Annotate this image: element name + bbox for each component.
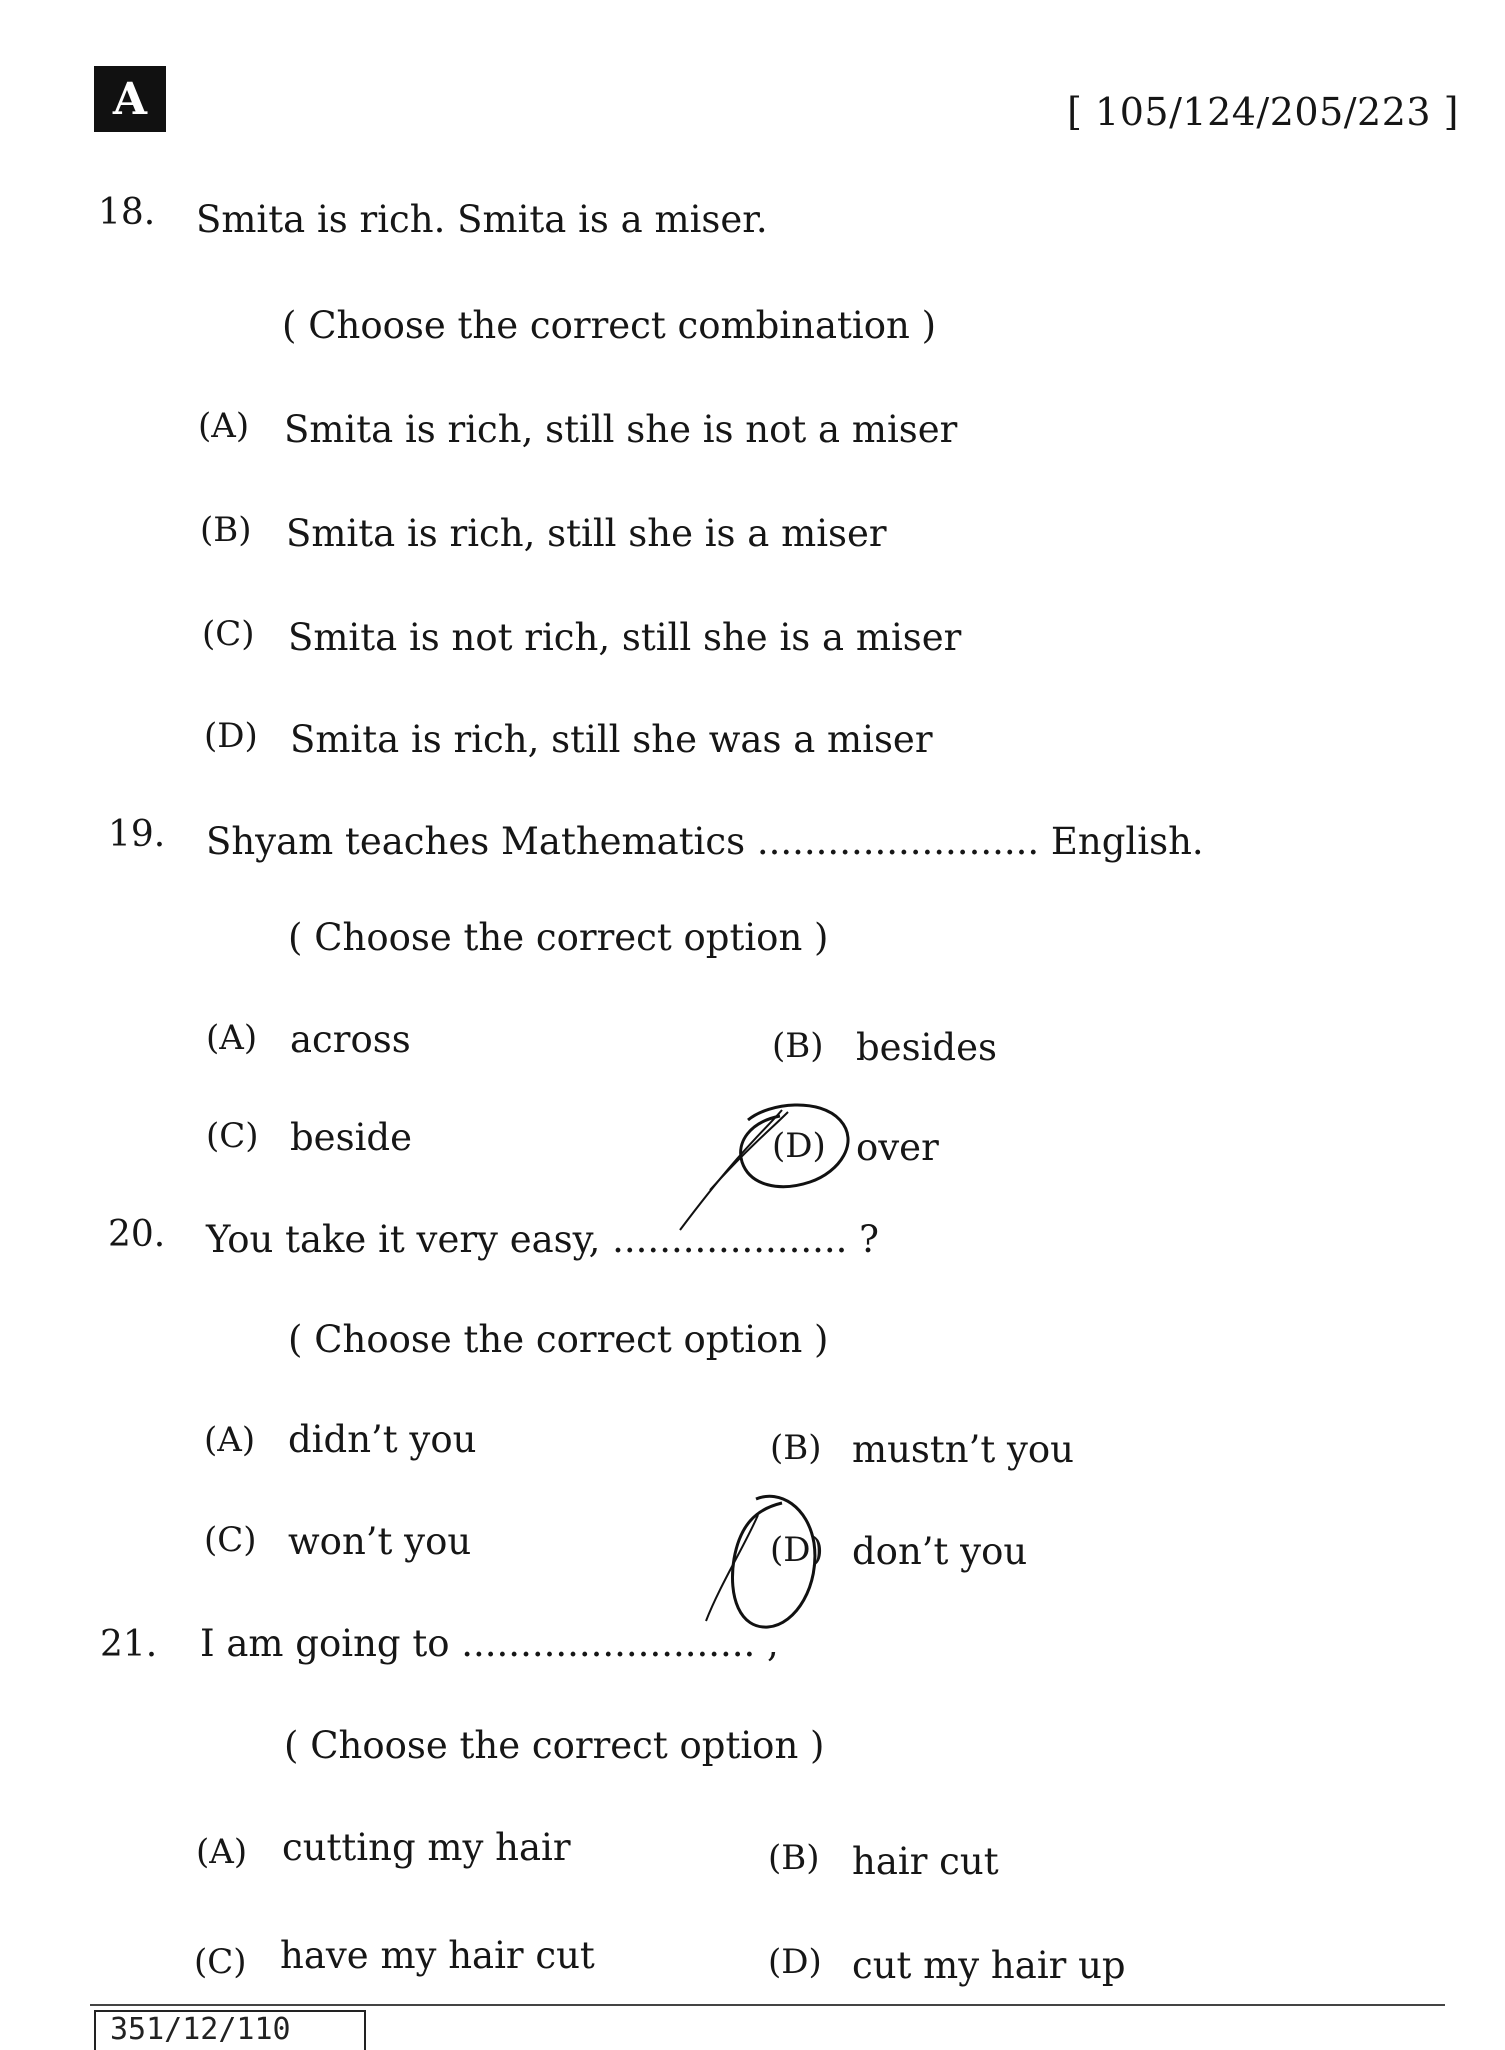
question-number: 18.: [98, 192, 156, 233]
option-letter-d: (D): [772, 1126, 826, 1166]
option-letter-d: (D): [204, 716, 258, 756]
question-number: 20.: [108, 1214, 166, 1255]
option-text-d: Smita is rich, still she was a miser: [290, 718, 933, 761]
option-text-b: hair cut: [852, 1840, 999, 1883]
option-text-a: cutting my hair: [282, 1826, 571, 1869]
option-text-b: mustn’t you: [852, 1428, 1074, 1471]
series-label: A: [94, 66, 166, 132]
option-letter-a: (A): [196, 1832, 248, 1872]
question-text: I am going to ......................... ,: [200, 1622, 779, 1665]
option-letter-a: (A): [204, 1420, 256, 1460]
paper-code: [ 105/124/205/223 ]: [1067, 90, 1459, 134]
option-text-d: don’t you: [852, 1530, 1028, 1573]
question-number: 21.: [100, 1624, 158, 1665]
option-text-a: didn’t you: [288, 1418, 477, 1461]
option-letter-d: (D): [770, 1530, 824, 1570]
option-text-a: Smita is rich, still she is not a miser: [284, 408, 958, 451]
question-text: You take it very easy, .................... ?: [206, 1218, 879, 1261]
option-letter-c: (C): [206, 1116, 259, 1156]
option-letter-c: (C): [204, 1520, 257, 1560]
option-letter-b: (B): [770, 1428, 822, 1468]
question-instruction: ( Choose the correct option ): [284, 1724, 825, 1767]
option-text-c: have my hair cut: [280, 1934, 595, 1977]
question-instruction: ( Choose the correct option ): [288, 916, 829, 959]
option-letter-b: (B): [772, 1026, 824, 1066]
option-text-d: cut my hair up: [852, 1944, 1126, 1987]
footer-code: 351/12/110: [94, 2010, 366, 2050]
option-text-c: beside: [290, 1116, 412, 1159]
option-letter-a: (A): [206, 1018, 258, 1058]
option-text-b: besides: [856, 1026, 997, 1069]
option-text-c: Smita is not rich, still she is a miser: [288, 616, 962, 659]
question-number: 19.: [108, 814, 166, 855]
question-instruction: ( Choose the correct option ): [288, 1318, 829, 1361]
option-letter-b: (B): [200, 510, 252, 550]
option-letter-c: (C): [194, 1942, 247, 1982]
option-text-d: over: [856, 1126, 939, 1169]
option-letter-b: (B): [768, 1838, 820, 1878]
question-text: Smita is rich. Smita is a miser.: [196, 198, 768, 241]
footer-rule: [90, 2004, 1445, 2006]
option-letter-a: (A): [198, 406, 250, 446]
option-letter-c: (C): [202, 614, 255, 654]
option-text-b: Smita is rich, still she is a miser: [286, 512, 887, 555]
option-text-a: across: [290, 1018, 411, 1061]
option-text-c: won’t you: [288, 1520, 472, 1563]
option-letter-d: (D): [768, 1942, 822, 1982]
question-instruction: ( Choose the correct combination ): [282, 304, 937, 347]
question-text: Shyam teaches Mathematics ........................ English.: [206, 820, 1204, 863]
